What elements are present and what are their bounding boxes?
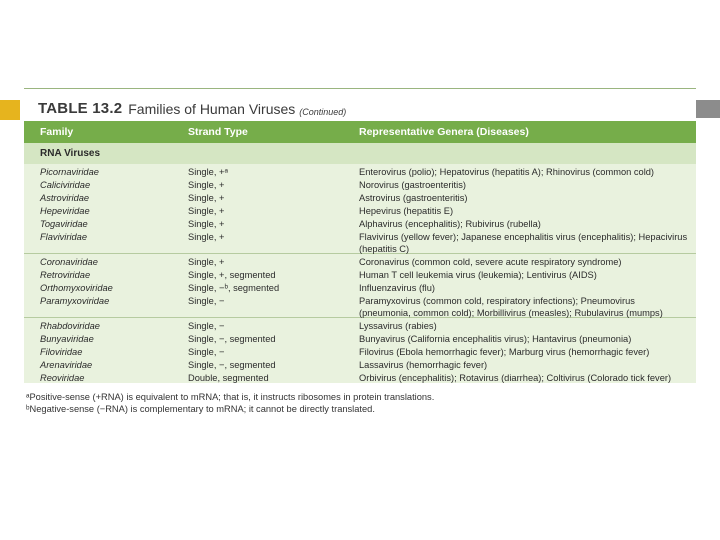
table-row xyxy=(24,344,696,357)
row-strand-type: Single, −, segmented xyxy=(188,360,276,370)
row-family: Astroviridae xyxy=(40,193,90,203)
row-family: Paramyxoviridae xyxy=(40,296,110,306)
row-genera: Astrovirus (gastroenteritis) xyxy=(359,193,468,203)
row-genera: Bunyavirus (California encephalitis virus); Hantavirus (pneumonia) xyxy=(359,334,632,344)
row-strand-type: Single, +, segmented xyxy=(188,270,276,280)
table-row xyxy=(24,267,696,280)
row-family: Arenaviridae xyxy=(40,360,93,370)
row-family: Rhabdoviridae xyxy=(40,321,100,331)
table-row xyxy=(24,177,696,190)
row-family: Filoviridae xyxy=(40,347,83,357)
table-row xyxy=(24,190,696,203)
section-label: RNA Viruses xyxy=(40,148,101,159)
row-genera: Orbivirus (encephalitis); Rotavirus (diarrhea); Coltivirus (Colorado tick fever) xyxy=(359,373,672,383)
table-body xyxy=(24,164,696,383)
row-genera: Human T cell leukemia virus (leukemia); Lentivirus (AIDS) xyxy=(359,270,597,280)
row-strand-type: Single, + xyxy=(188,257,225,267)
row-family: Togaviridae xyxy=(40,219,88,229)
row-genera: Hepevirus (hepatitis E) xyxy=(359,206,454,216)
row-strand-type: Single, + xyxy=(188,219,225,229)
table-label: TABLE 13.2 xyxy=(38,100,123,117)
row-strand-type: Single, − xyxy=(188,321,225,331)
header-family: Family xyxy=(40,126,74,138)
row-family: Hepeviridae xyxy=(40,206,90,216)
table-row xyxy=(24,280,696,293)
row-genera: Alphavirus (encephalitis); Rubivirus (rubella) xyxy=(359,219,541,229)
row-genera: Filovirus (Ebola hemorrhagic fever); Marburg virus (hemorrhagic fever) xyxy=(359,347,650,357)
row-genera: Norovirus (gastroenteritis) xyxy=(359,180,466,190)
row-family: Caliciviridae xyxy=(40,180,91,190)
row-family: Picornaviridae xyxy=(40,167,99,177)
table-header-row xyxy=(24,121,696,143)
slide-accent-right xyxy=(696,100,720,118)
row-family: Coronaviridae xyxy=(40,257,98,267)
table-row xyxy=(24,331,696,344)
row-family: Orthomyxoviridae xyxy=(40,283,113,293)
virus-families-table xyxy=(24,88,696,415)
row-strand-type: Single, −, segmented xyxy=(188,334,276,344)
row-family: Flaviviridae xyxy=(40,232,88,242)
row-strand-type: Single, + xyxy=(188,232,225,242)
table-row xyxy=(24,254,696,267)
row-genera: Flavivirus (yellow fever); Japanese encephalitis virus (encephalitis); Hepacivirus (hepatitis C) xyxy=(359,232,688,254)
table-row xyxy=(24,370,696,383)
row-strand-type: Single, + xyxy=(188,193,225,203)
row-strand-type: Single, − xyxy=(188,347,225,357)
table-footnotes xyxy=(24,383,696,415)
row-strand-type: Single, + xyxy=(188,206,225,216)
row-family: Bunyaviridae xyxy=(40,334,94,344)
table-row xyxy=(24,164,696,177)
row-strand-type: Single, +ᵃ xyxy=(188,167,228,177)
row-family: Retroviridae xyxy=(40,270,91,280)
slide-accent-left xyxy=(0,100,20,120)
header-strand-type: Strand Type xyxy=(188,126,248,138)
row-genera: Influenzavirus (flu) xyxy=(359,283,435,293)
row-genera: Paramyxovirus (common cold, respiratory infections); Pneumovirus (pneumonia, common cold); Morbillivirus (measles); Rubulavirus (mumps) xyxy=(359,296,663,318)
header-genera: Representative Genera (Diseases) xyxy=(359,126,529,138)
row-genera: Coronavirus (common cold, severe acute respiratory syndrome) xyxy=(359,257,622,267)
row-strand-type: Single, − xyxy=(188,296,225,306)
table-row xyxy=(24,216,696,229)
table-title-row xyxy=(24,88,696,117)
table-continued: (Continued) xyxy=(299,107,347,117)
table-row xyxy=(24,229,696,253)
row-family: Reoviridae xyxy=(40,373,85,383)
row-genera: Enterovirus (polio); Hepatovirus (hepatitis A); Rhinovirus (common cold) xyxy=(359,167,655,177)
row-strand-type: Single, + xyxy=(188,180,225,190)
row-strand-type: Single, −ᵇ, segmented xyxy=(188,283,280,293)
footnote-b: ᵇNegative-sense (−RNA) is complementary to mRNA; it cannot be directly translated. xyxy=(26,404,375,414)
row-strand-type: Double, segmented xyxy=(188,373,269,383)
table-row xyxy=(24,203,696,216)
section-rna-viruses xyxy=(24,143,696,164)
table-row xyxy=(24,357,696,370)
table-row xyxy=(24,293,696,317)
table-title: Families of Human Viruses xyxy=(128,101,296,117)
table-row xyxy=(24,318,696,331)
footnote-a: ᵃPositive-sense (+RNA) is equivalent to mRNA; that is, it instructs ribosomes in protein translations. xyxy=(26,392,435,402)
row-genera: Lassavirus (hemorrhagic fever) xyxy=(359,360,488,370)
row-genera: Lyssavirus (rabies) xyxy=(359,321,437,331)
